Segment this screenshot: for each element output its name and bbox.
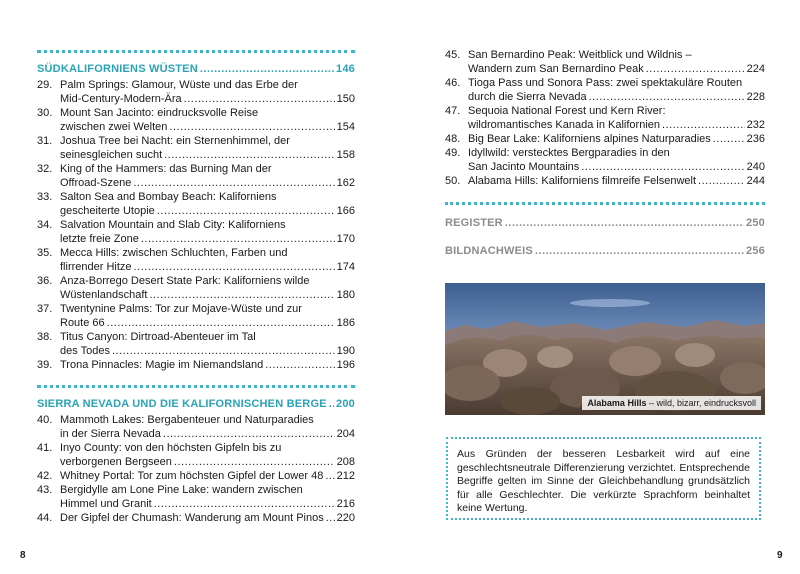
toc-entry-text: wildromantisches Kanada in Kalifornien: [468, 119, 660, 131]
photo-caption: [582, 396, 761, 410]
toc-entry-page: 236: [746, 133, 765, 145]
toc-entry-text: Der Gipfel der Chumash: Wanderung am Mount Pinos: [60, 512, 324, 524]
toc-entry-number: 33.: [37, 191, 53, 203]
toc-entry-text: gescheiterte Utopie: [60, 205, 155, 217]
toc-entry: [37, 469, 355, 483]
toc-entry-number: 41.: [37, 442, 53, 454]
toc-entry-number: 29.: [37, 79, 53, 91]
register-dotted-rule: [445, 202, 765, 205]
toc-entry-page: 190: [336, 345, 355, 357]
toc-entry-text: Himmel und Granit: [60, 498, 152, 510]
toc-entry-text: Anza-Borrego Desert State Park: Kaliforniens wilde: [60, 275, 310, 287]
section-page: 200: [336, 398, 355, 410]
toc-entry-number: 34.: [37, 219, 53, 231]
toc-entry: [37, 218, 355, 246]
page-number-left: 8: [20, 550, 26, 561]
toc-entry-text: Whitney Portal: Tor zum höchsten Gipfel der Lower 48: [60, 470, 324, 482]
toc-entry-text: Titus Canyon: Dirtroad-Abenteuer im Tal: [60, 331, 256, 343]
toc-entry-text: San Bernardino Peak: Weitblick und Wildnis –: [468, 49, 692, 61]
toc-entry-text: seinesgleichen sucht: [60, 149, 163, 161]
toc-entry-text: zwischen zwei Welten: [60, 121, 168, 133]
toc-entry-page: 174: [336, 261, 355, 273]
toc-entry: [445, 174, 765, 188]
section-heading-sierra: [37, 398, 355, 410]
toc-entry-page: 180: [336, 289, 355, 301]
toc-entry-page: 228: [746, 91, 765, 103]
top-dotted-rule: [37, 50, 355, 53]
toc-entry: [37, 190, 355, 218]
toc-entry: [445, 146, 765, 174]
toc-entry-text: King of the Hammers: das Burning Man der: [60, 163, 272, 175]
toc-entry-text: durch die Sierra Nevada: [468, 91, 587, 103]
toc-entry-page: 244: [746, 175, 765, 187]
register-heading: [445, 217, 765, 229]
bildnachweis-heading: [445, 245, 765, 257]
toc-entry-page: 186: [336, 317, 355, 329]
toc-entry: [445, 132, 765, 146]
section-heading-desert: [37, 63, 355, 75]
toc-entry-number: 47.: [445, 105, 461, 117]
toc-entry-text: Tioga Pass und Sonora Pass: zwei spektakuläre Routen: [468, 77, 743, 89]
toc-entry-text: Trona Pinnacles: Magie im Niemandsland: [60, 359, 264, 371]
toc-entry-text: Wüstenlandschaft: [60, 289, 148, 301]
toc-entry: [37, 274, 355, 302]
toc-entry-text: verborgenen Bergseen: [60, 456, 172, 468]
caption-bold: Alabama Hills: [587, 398, 647, 408]
toc-entry-page: 158: [336, 149, 355, 161]
toc-entry-text: Sequoia National Forest und Kern River:: [468, 105, 666, 117]
toc-entry-text: Wandern zum San Bernardino Peak: [468, 63, 644, 75]
toc-entry: [37, 483, 355, 511]
toc-entry: [37, 330, 355, 358]
toc-entry-number: 31.: [37, 135, 53, 147]
toc-entry-page: 212: [336, 470, 355, 482]
toc-entry-text: Mecca Hills: zwischen Schluchten, Farben und: [60, 247, 288, 259]
toc-entry: [37, 302, 355, 330]
toc-entry-page: 224: [746, 63, 765, 75]
register-title: REGISTER: [445, 217, 503, 229]
toc-entry: [37, 511, 355, 525]
toc-entry-number: 37.: [37, 303, 53, 315]
page-number-right: 9: [777, 550, 783, 561]
toc-entry: [37, 106, 355, 134]
toc-entry-number: 49.: [445, 147, 461, 159]
toc-entry: [37, 358, 355, 372]
toc-entry-text: Palm Springs: Glamour, Wüste und das Erbe der: [60, 79, 298, 91]
toc-entry-number: 42.: [37, 470, 53, 482]
toc-entry-text: Mid-Century-Modern-Ära: [60, 93, 182, 105]
toc-entry-number: 40.: [37, 414, 53, 426]
toc-entry-text: Bergidylle am Lone Pine Lake: wandern zwischen: [60, 484, 303, 496]
toc-entry-page: 150: [336, 93, 355, 105]
toc-entry-page: 166: [336, 205, 355, 217]
toc-entry-number: 39.: [37, 359, 53, 371]
toc-entry-text: Joshua Tree bei Nacht: ein Sternenhimmel, der: [60, 135, 290, 147]
toc-entry-text: Salton Sea and Bombay Beach: Kaliforniens: [60, 191, 277, 203]
section-page: 146: [336, 63, 355, 75]
toc-entry-text: flirrender Hitze: [60, 261, 132, 273]
toc-entry: [37, 78, 355, 106]
toc-entry-number: 36.: [37, 275, 53, 287]
bildnachweis-page: 256: [746, 245, 765, 257]
toc-entry-text: Salvation Mountain and Slab City: Kaliforniens: [60, 219, 286, 231]
language-note-box: [446, 437, 761, 520]
toc-entry-text: Offroad-Szene: [60, 177, 132, 189]
toc-entry-number: 45.: [445, 49, 461, 61]
toc-entry: [445, 104, 765, 132]
toc-entry-number: 43.: [37, 484, 53, 496]
toc-entry-page: 196: [336, 359, 355, 371]
toc-entry-page: 216: [336, 498, 355, 510]
toc-entry-text: Big Bear Lake: Kaliforniens alpines Naturparadies: [468, 133, 711, 145]
toc-entry: [445, 48, 765, 76]
alabama-hills-photo: [445, 283, 765, 415]
toc-entry-page: 232: [746, 119, 765, 131]
toc-entry-page: 220: [336, 512, 355, 524]
toc-entry-page: 208: [336, 456, 355, 468]
toc-entry: [37, 134, 355, 162]
toc-entry-number: 46.: [445, 77, 461, 89]
toc-entry-number: 44.: [37, 512, 53, 524]
toc-entry-number: 30.: [37, 107, 53, 119]
bildnachweis-title: BILDNACHWEIS: [445, 245, 533, 257]
register-page: 250: [746, 217, 765, 229]
toc-entry-number: 50.: [445, 175, 461, 187]
toc-entry-text: Alabama Hills: Kaliforniens filmreife Felsenwelt: [468, 175, 697, 187]
section-dotted-rule: [37, 385, 355, 388]
caption-text: – wild, bizarr, eindrucksvoll: [646, 398, 756, 408]
toc-entry-text: in der Sierra Nevada: [60, 428, 161, 440]
toc-entry-text: Idyllwild: verstecktes Bergparadies in den: [468, 147, 670, 159]
section-title: SIERRA NEVADA UND DIE KALIFORNISCHEN BERGE: [37, 398, 327, 410]
toc-entry-page: 170: [336, 233, 355, 245]
toc-entry-page: 154: [336, 121, 355, 133]
section-title: SÜDKALIFORNIENS WÜSTEN: [37, 63, 198, 75]
toc-entry-text: Mammoth Lakes: Bergabenteuer und Naturparadies: [60, 414, 314, 426]
toc-entry-number: 48.: [445, 133, 461, 145]
toc-entry: [37, 162, 355, 190]
toc-entry-text: San Jacinto Mountains: [468, 161, 580, 173]
toc-entry-page: 162: [336, 177, 355, 189]
toc-entry-text: Inyo County: von den höchsten Gipfeln bis zu: [60, 442, 282, 454]
language-note-text: Aus Gründen der besseren Lesbarkeit wird auf eine geschlechtsneutrale Differenzierung verzichtet. Entsprechende Begriffe gelten im Sinne der Gleichbehandlung grundsätzlich für alle Geschlechter. Die verkürzte Sprachform beinhaltet keine Wertung.: [457, 448, 750, 514]
toc-entry-number: 35.: [37, 247, 53, 259]
toc-entry-text: Route 66: [60, 317, 105, 329]
toc-entry: [37, 441, 355, 469]
toc-entry: [37, 246, 355, 274]
toc-entry-text: letzte freie Zone: [60, 233, 139, 245]
toc-entry-page: 204: [336, 428, 355, 440]
toc-entry-number: 38.: [37, 331, 53, 343]
toc-entry-text: Twentynine Palms: Tor zur Mojave-Wüste und zur: [60, 303, 302, 315]
toc-entry-page: 240: [746, 161, 765, 173]
toc-entry: [37, 413, 355, 441]
toc-entry-text: Mount San Jacinto: eindrucksvolle Reise: [60, 107, 259, 119]
toc-entry: [445, 76, 765, 104]
toc-entry-text: des Todes: [60, 345, 110, 357]
toc-entry-number: 32.: [37, 163, 53, 175]
